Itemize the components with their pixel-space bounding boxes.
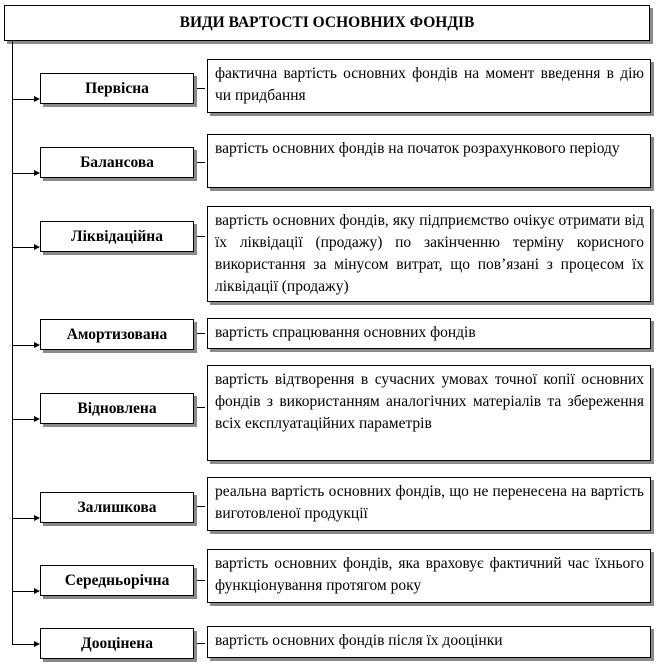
type-box-pervisna: Первісна (40, 73, 194, 104)
arrow-vidnovlena (12, 419, 34, 420)
type-box-zalyshkova: Залишкова (40, 492, 194, 523)
arrow-zalyshkova (12, 518, 34, 519)
desc-box-balansova: вартість основних фондів на початок розрахункового періоду (207, 134, 651, 188)
desc-box-serednoorichna: вартість основних фондів, яка враховує фактичний час їхнього функціонування протягом року (207, 549, 651, 603)
connector-vidnovlena (197, 407, 205, 408)
desc-box-vidnovlena: вартість відтворення в сучасних умовах точної копії основних фондів з використанням аналогічних матеріалів та збереження всіх експлуатаційних параметрів (207, 365, 651, 461)
type-box-amortyzovana: Амортизована (40, 319, 194, 350)
desc-box-pervisna: фактична вартість основних фондів на момент введення в дію чи придбання (207, 59, 651, 113)
arrow-serednoorichna (12, 591, 34, 592)
arrow-balansova (12, 173, 34, 174)
type-box-balansova: Балансова (40, 147, 194, 178)
type-box-likvidatsiyna: Ліквідаційна (40, 221, 194, 252)
connector-pervisna (197, 88, 205, 89)
diagram-title: ВИДИ ВАРТОСТІ ОСНОВНИХ ФОНДІВ (4, 5, 650, 41)
trunk-line (12, 41, 13, 644)
type-box-vidnovlena: Відновлена (40, 393, 194, 424)
desc-box-zalyshkova: реальна вартість основних фондів, що не перенесена на вартість виготовленої продукції (207, 477, 651, 531)
connector-amortyzovana (197, 333, 205, 334)
connector-serednoorichna (197, 580, 205, 581)
desc-box-amortyzovana: вартість спрацювання основних фондів (207, 318, 651, 349)
desc-box-dootsinena: вартість основних фондів після їх дооцінки (207, 626, 651, 658)
connector-dootsinena (197, 643, 205, 644)
type-box-serednoorichna: Середньорічна (40, 565, 194, 596)
arrow-amortyzovana (12, 345, 34, 346)
type-box-dootsinena: Дооцінена (40, 628, 194, 659)
connector-likvidatsiyna (197, 236, 205, 237)
arrow-pervisna (12, 99, 34, 100)
connector-zalyshkova (197, 506, 205, 507)
arrow-likvidatsiyna (12, 247, 34, 248)
desc-box-likvidatsiyna: вартість основних фондів, яку підприємство очікує отримати від їх ліквідації (продажу) по закінченню терміну корисного використання за мінусом витрат, що пов’язані з процесом їх ліквідації (продажу) (207, 206, 651, 302)
arrow-dootsinena (12, 644, 34, 645)
connector-balansova (197, 162, 205, 163)
